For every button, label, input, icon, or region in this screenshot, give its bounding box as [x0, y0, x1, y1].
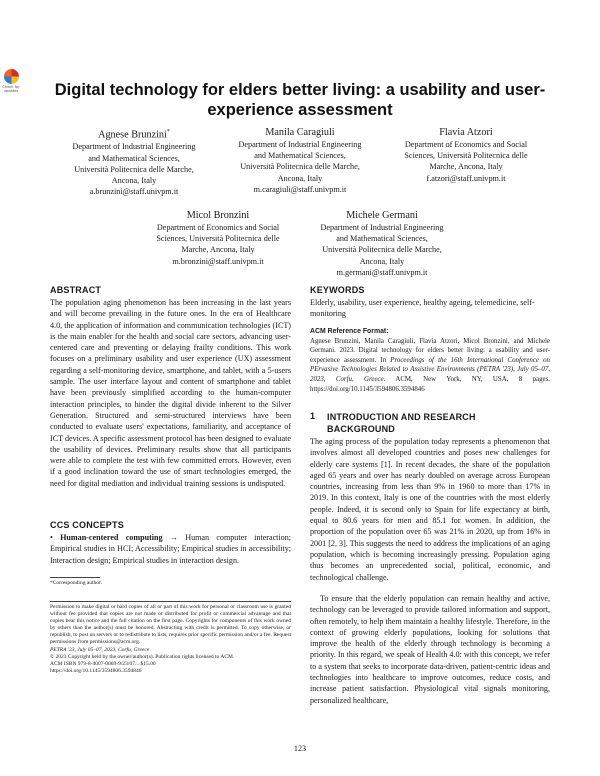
- author-affiliation: Department of Economics and Social: [404, 140, 528, 149]
- author-name: Micol Bronzini: [186, 210, 250, 221]
- author-affiliation: Sciences, Università Politecnica delle: [404, 151, 528, 161]
- author-name: Agnese Brunzini*: [98, 129, 170, 141]
- author-email: m.caragiuli@staff.univpm.it: [253, 184, 347, 194]
- crossmark-icon: [3, 68, 20, 85]
- ccs-text: • Human-centered computing → Human computer interaction; Empirical studies in HCI; Accessibility; Empirical studies in accessibility; Interaction design; Empirical studies in interaction design.: [50, 533, 292, 565]
- author-affiliation: Ancona, Italy: [359, 256, 405, 266]
- conference-line: PETRA '23, July 05–07, 2023, Corfu, Greece: [50, 646, 150, 653]
- author-affiliation: Università Politecnica delle Marche,: [322, 245, 442, 255]
- check-for-updates-badge[interactable]: [0, 66, 22, 100]
- author-email: f.atzori@staff.univpm.it: [426, 173, 506, 183]
- author-affiliation: Marche, Ancona, Italy: [429, 162, 503, 172]
- author-affiliation: Marche, Ancona, Italy: [181, 245, 255, 255]
- paper-title: Digital technology for elders better living: a usability and user-experience assessment: [54, 81, 546, 119]
- author-affiliation: Ancona, Italy: [111, 176, 157, 185]
- author-affiliation: Università Politecnica delle Marche,: [74, 164, 194, 174]
- keywords-text: Elderly, usability, user experience, healthy ageing, telemedicine, self-monitoring: [310, 298, 535, 319]
- author-block: [134, 209, 302, 267]
- author-email: m.germani@staff.univpm.it: [336, 267, 428, 277]
- author-affiliation: and Mathematical Sciences,: [336, 234, 428, 244]
- intro-paragraph-1: The aging process of the population today represents a phenomenon that involves almost all developed countries and poses new challenges for elderly care systems [1]. In recent decades, the share of the population aged 65 years and over has nearly doubled on average across European countries, increasing from less than 9% in 1960 to more than 17% in 2019. In this context, Italy is one of the countries with the most elderly people. Indeed, it is second only to Spain for life expectancy at birth, equal to 80.6 years for men and 85.1 for women. In addition, the proportion of the population over 65 was 21% in 2020, up from 16% in 2001 [2, 3]. This suggests the need to address the implications of an aging population, which is becoming increasingly pressing. Population aging thus becomes an unprecedented social, political, economic, and technological challenge.: [310, 437, 550, 582]
- permission-text: Permission to make digital or hard copies of all or part of this work for personal or classroom use is granted without fee provided that copies are not made or distributed for profit or commercial advantage and that copies bear this notice and the full citation on the first page. Copyrights for components of this work owned by others than the author(s) must be honored. Abstracting with credit is permitted. To copy otherwise, or republish, to post on servers or to redistribute to lists, requires prior specific permission and/or a fee. Request permissions from permissions@acm.org.: [50, 604, 291, 646]
- author-block: [382, 126, 550, 184]
- author-name: Manila Caragiuli: [265, 127, 335, 138]
- acm-reference: ACM Reference Format: Agnese Brunzini, Manila Caragiuli, Flavia Atzori, Micol Bronzini, and Michele Germani. 2023. Digital technology for elders better living: a usability and user-experience assessment. In Proceedings of the 16th International Conference on PErvasive Technologies Related to Assistive Environments (PETRA '23), July 05–07, 2023, Corfu, Greece. ACM, New York, NY, USA, 8 pages. https://doi.org/10.1145/3594806.3594846: [310, 328, 550, 393]
- abstract-text: The population aging phenomenon has been increasing in the last years and will become prevailing in the future ones. In the era of Healthcare 4.0, the application of information and communication technologies (ICT) is the main enabler for the health and social care sectors, advancing user-centered care and preventing or delaying frailty conditions. This work focuses on a preliminary usability and user experience (UX) assessment regarding a self-monitoring device, smartphone, and tablet, with a 5-users sample. The user interface layout and content of smartphone and tablet have been previously simplified according to the human-computer interaction principles, to hinder the digital divide inherent to the Silver Generation. Structured and semi-structured interviews have been conducted to evaluate users' expectations, familiarity, and acceptance of ICT devices. A specific assessment protocol has been designed to evaluate the usability of devices. Preliminary results show that all participants were able to complete the test with few committed errors. However, even if a good inclination toward the use of smart technologies emerged, the need for digital mediation and individual training sessions is undisputed.: [50, 298, 291, 488]
- author-block: [298, 209, 466, 278]
- doi-link[interactable]: https://doi.org/10.1145/3594806.3594846: [50, 667, 142, 674]
- abstract-heading: ABSTRACT: [50, 285, 102, 295]
- intro-paragraph-2: To ensure that the elderly population can remain healthy and active, technology can be leveraged to provide tailored information and support, often remotely, to help them maintain a healthy lifestyle. Therefore, in the context of growing elderly populations, looking for solutions that improve the health of the elderly through technology is becoming a priority. In this regard, we speak of Health 4.0: with this concept, we refer to a system that seeks to incorporate data-driven, patient-centric ideas and technologies into healthcare to improve outcomes, reduce costs, and increase patient satisfaction. Physiological vital signals monitoring, personalized healthcare,: [310, 594, 550, 705]
- intro-heading: INTRODUCTION AND RESEARCH BACKGROUND: [327, 412, 476, 434]
- page-number: 123: [293, 744, 307, 753]
- corresponding-note: *Corresponding author.: [50, 580, 102, 586]
- author-affiliation: Department of Industrial Engineering: [72, 142, 196, 152]
- author-affiliation: Sciences, Università Politecnica delle: [156, 234, 280, 244]
- author-email: a.brunzini@staff.univpm.it: [89, 187, 179, 197]
- author-block: [50, 126, 218, 197]
- author-affiliation: Department of Economics and Social: [156, 223, 280, 232]
- isbn-line: ACM ISBN 979-8-4007-0069-9/23/07... $15.00: [50, 660, 156, 667]
- author-email: m.bronzini@staff.univpm.it: [172, 256, 264, 266]
- copyright-line: © 2023 Copyright held by the owner/author(s). Publication rights licensed to ACM.: [50, 653, 235, 660]
- badge-label: Check for updates: [2, 85, 20, 93]
- acm-reference-heading: ACM Reference Format:: [310, 328, 389, 335]
- author-block: [216, 126, 384, 195]
- author-affiliation: Department of Industrial Engineering: [320, 223, 444, 232]
- author-name: Flavia Atzori: [439, 127, 493, 138]
- keywords-heading: KEYWORDS: [310, 285, 365, 295]
- ccs-heading: CCS CONCEPTS: [50, 520, 124, 530]
- author-affiliation: Università Politecnica delle Marche,: [240, 162, 360, 172]
- permission-rule: [50, 601, 291, 602]
- author-name: Michele Germani: [346, 210, 418, 221]
- permission-block: [50, 604, 291, 675]
- section-number: 1: [310, 411, 316, 421]
- author-affiliation: and Mathematical Sciences,: [88, 153, 180, 163]
- author-affiliation: Ancona, Italy: [277, 173, 323, 183]
- author-affiliation: and Mathematical Sciences,: [254, 151, 346, 161]
- author-affiliation: Department of Industrial Engineering: [238, 140, 362, 149]
- footnote-rule: [50, 577, 100, 578]
